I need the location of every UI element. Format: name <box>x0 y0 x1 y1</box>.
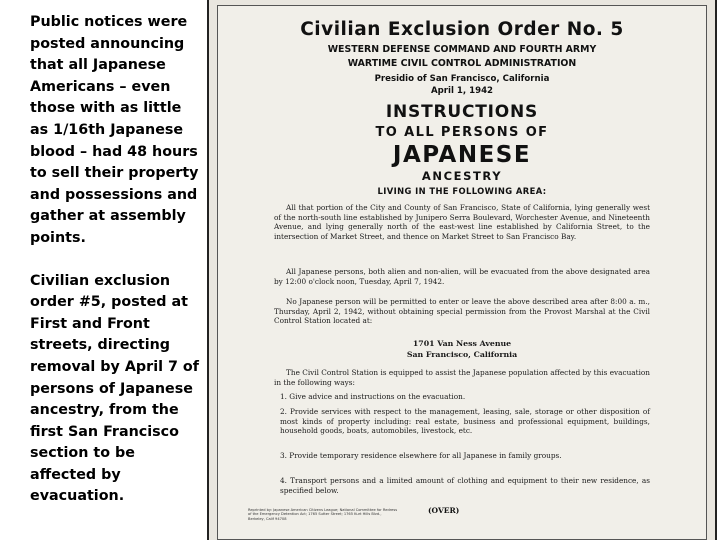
poster-ancestry: ANCESTRY <box>421 169 503 183</box>
list-item: 2. Provide services with respect to the management, leasing, sale, storage or other disposition of most kinds of property including: real estate, business and professional equipment, buildings, household goods, boats, automobiles, livestock, etc. <box>280 407 650 436</box>
poster-instructions: INSTRUCTIONS <box>385 102 539 122</box>
caption <box>30 12 202 529</box>
poster-command: WESTERN DEFENSE COMMAND AND FOURTH ARMY <box>327 44 597 55</box>
poster-living-in: LIVING IN THE FOLLOWING AREA: <box>377 186 547 196</box>
exclusion-order-poster <box>207 0 717 540</box>
poster-frame <box>217 5 707 540</box>
caption-paragraph-1: Public notices were posted announcing that all Japanese Americans – even those with as little as 1/16th Japanese blood – had 48 hours to sell their property and possessions and gather at assembly points. <box>30 14 199 246</box>
address-line-2: San Francisco, California <box>406 350 518 359</box>
evacuation-paragraph: All Japanese persons, both alien and non-alien, will be evacuated from the above designated area by 12:00 o'clock noon, Tuesday, April 7, 1942. <box>274 267 650 286</box>
over-label: (OVER) <box>428 506 460 515</box>
poster-date: April 1, 1942 <box>430 86 494 96</box>
poster-administration: WARTIME CIVIL CONTROL ADMINISTRATION <box>347 58 577 69</box>
poster-title: Civilian Exclusion Order No. 5 <box>300 19 624 40</box>
area-paragraph: All that portion of the City and County of San Francisco, State of California, lying generally west of the north-south line established by Junipero Serra Boulevard, Worchester Avenue, and Nineteenth Avenue, and lying generally north of the east-west line established by California Street, to the intersection of Market Street, and thence on Market Street to San Francisco Bay. <box>274 203 650 241</box>
poster-location: Presidio of San Francisco, California <box>374 74 550 84</box>
permission-paragraph: No Japanese person will be permitted to enter or leave the above described area after 8:00 a. m., Thursday, April 2, 1942, without obtaining special permission from the Provost Marshal at the Civil Control Station located at: <box>274 297 650 326</box>
station-paragraph: The Civil Control Station is equipped to assist the Japanese population affected by this evacuation in the following ways: <box>274 368 650 387</box>
poster-japanese: JAPANESE <box>392 142 532 168</box>
address-line-1: 1701 Van Ness Avenue <box>412 339 512 348</box>
poster-to-all: TO ALL PERSONS OF <box>375 125 549 140</box>
list-item: 3. Provide temporary residence elsewhere for all Japanese in family groups. <box>280 451 562 460</box>
caption-paragraph-2: Civilian exclusion order #5, posted at First and Front streets, directing removal by April 7 of persons of Japanese ancestry, from the first San Francisco section to be affected by evacuation. <box>30 272 199 505</box>
list-item: 4. Transport persons and a limited amount of clothing and equipment to their new residence, as specified below. <box>280 476 650 495</box>
list-item: 1. Give advice and instructions on the evacuation. <box>280 392 466 401</box>
footer-credit: Reprinted by: Japanese American Citizens League; National Committee for Redress of the Emergency Detention Act; 1765 Sutter Street; 1765 Kurt Hills Blvd., Berkeley, Calif 94708 <box>248 508 398 521</box>
